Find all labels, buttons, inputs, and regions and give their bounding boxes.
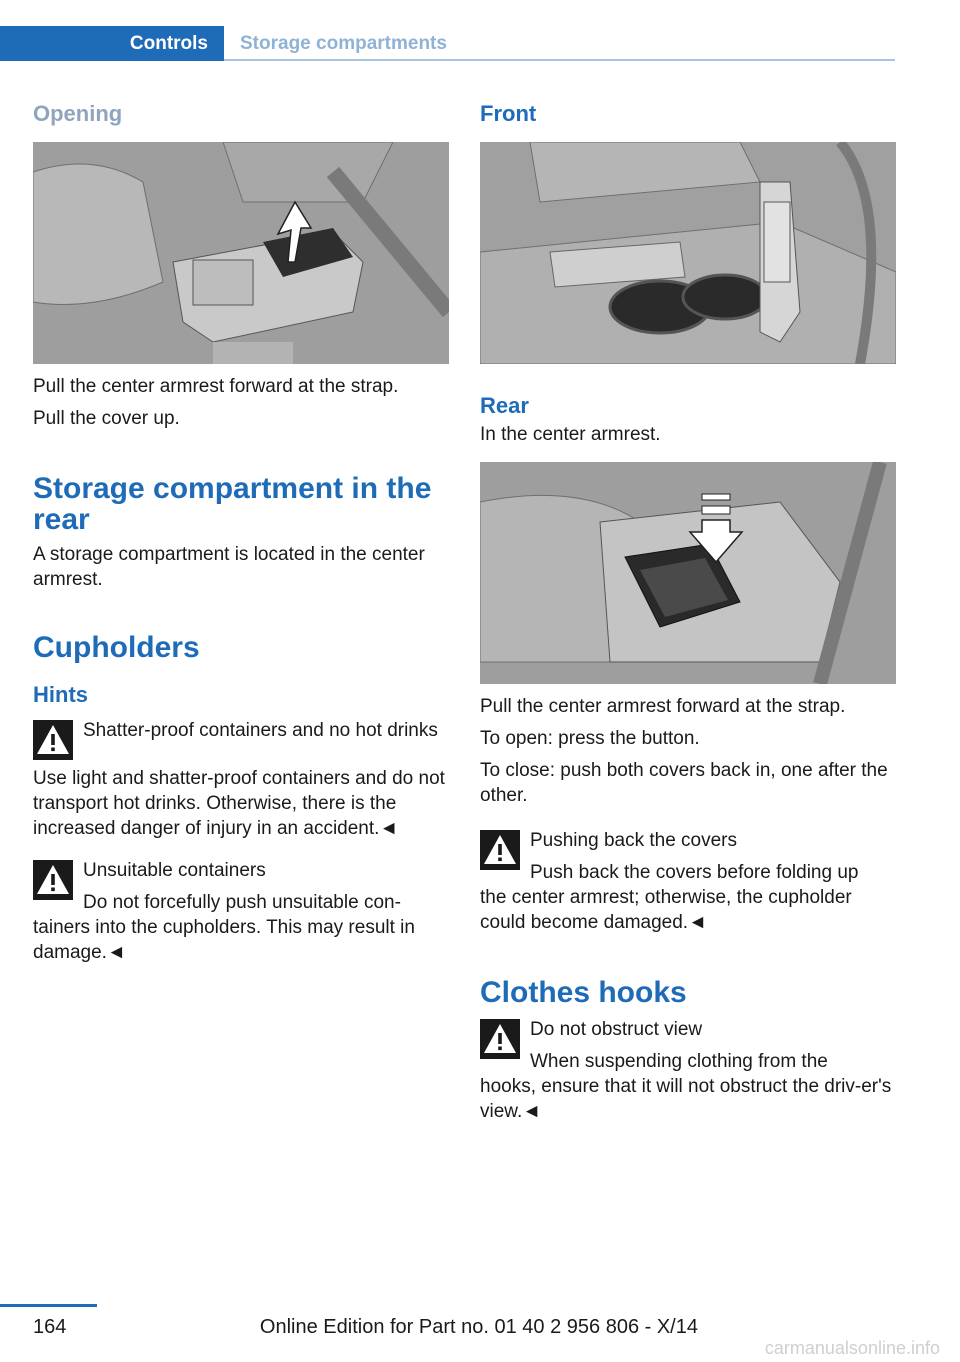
opening-step-2: Pull the cover up. bbox=[33, 407, 180, 429]
warning-3-text-b: the center armrest; otherwise, the cupholder could become damaged.◄ bbox=[480, 887, 852, 934]
rear-step-1: Pull the center armrest forward at the strap. bbox=[480, 696, 846, 718]
watermark: carmanualsonline.info bbox=[764, 1338, 940, 1358]
warning-4-text-b: hooks, ensure that it will not obstruct the driv‐er's view.◄ bbox=[480, 1075, 892, 1122]
warning-3-title: Pushing back the covers bbox=[530, 830, 738, 852]
storage-rear-heading: Storage compartment in the rear bbox=[33, 471, 432, 537]
warning-1-text: Use light and shatter-proof containers and do not transport hot drinks. Otherwise, there is the increased danger of injury in an accident.◄ bbox=[33, 767, 445, 839]
hints-title: Hints bbox=[33, 682, 88, 708]
warning-block-4 bbox=[480, 1017, 896, 1074]
warning-4-title: Do not obstruct view bbox=[530, 1018, 703, 1040]
warning-2-title: Unsuitable containers bbox=[83, 859, 266, 881]
warning-icon bbox=[480, 1019, 520, 1059]
section-tab-controls[interactable]: Controls bbox=[0, 26, 224, 61]
section-tab-storage[interactable]: Storage compartments bbox=[240, 32, 447, 54]
warning-icon bbox=[33, 860, 73, 900]
warning-block-3 bbox=[480, 828, 896, 885]
clothes-hooks-heading: Clothes hooks bbox=[480, 976, 687, 1010]
warning-block-2 bbox=[33, 858, 449, 915]
warning-2-text-b: tainers into the cupholders. This may result in damage.◄ bbox=[33, 916, 415, 963]
opening-step-1: Pull the center armrest forward at the strap. bbox=[33, 375, 399, 397]
front-cupholder-illustration bbox=[480, 142, 896, 364]
edition-note: Online Edition for Part no. 01 40 2 956 806 - X/14 bbox=[259, 1316, 698, 1338]
left-column bbox=[33, 100, 449, 965]
footer-divider bbox=[0, 1304, 97, 1307]
cupholders-heading: Cupholders bbox=[33, 630, 200, 664]
warning-block-1 bbox=[33, 718, 449, 760]
warning-4-text-a: When suspending clothing from the bbox=[530, 1050, 828, 1072]
warning-icon bbox=[33, 720, 73, 760]
armrest-opening-illustration bbox=[33, 142, 449, 364]
warning-icon bbox=[480, 830, 520, 870]
rear-armrest-illustration bbox=[480, 462, 896, 684]
storage-rear-text: A storage compartment is located in the center armrest. bbox=[33, 543, 425, 590]
right-column bbox=[480, 100, 896, 1124]
opening-title: Opening bbox=[33, 101, 123, 126]
rear-text: In the center armrest. bbox=[480, 424, 661, 446]
warning-2-text-a: Do not forcefully push unsuitable con‐ bbox=[83, 891, 401, 913]
warning-3-text-a: Push back the covers before folding up bbox=[530, 862, 859, 884]
page-header bbox=[0, 26, 895, 61]
rear-title: Rear bbox=[480, 392, 529, 418]
page-number: 164 bbox=[33, 1316, 67, 1338]
header-divider bbox=[224, 59, 895, 61]
front-title: Front bbox=[480, 101, 537, 126]
rear-step-2: To open: press the button. bbox=[480, 728, 700, 750]
rear-step-3: To close: push both covers back in, one after the other. bbox=[480, 760, 888, 807]
warning-1-title: Shatter-proof containers and no hot drinks bbox=[83, 719, 438, 741]
